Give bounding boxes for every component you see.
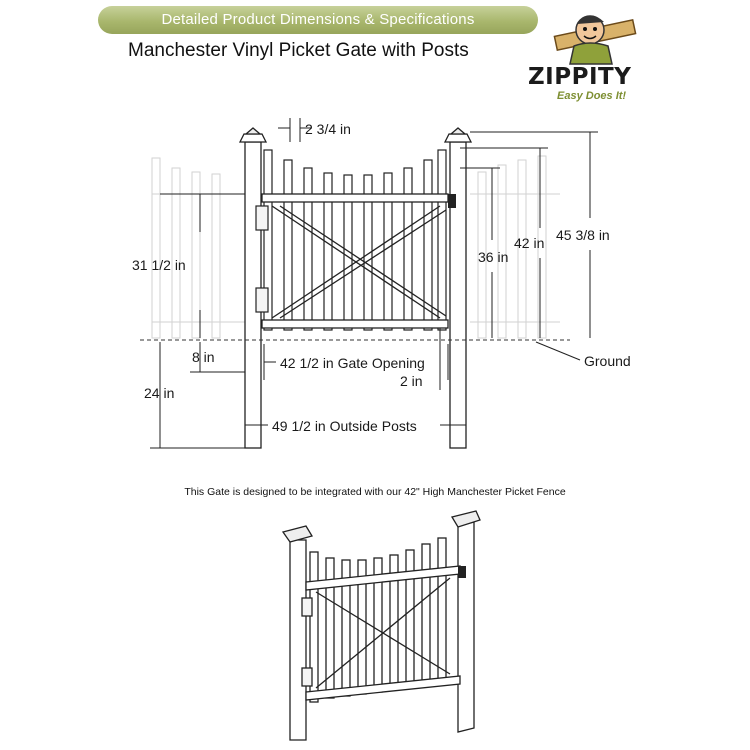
- dim-ground-clearance: 8 in: [192, 349, 215, 365]
- dim-gate-opening: 42 1/2 in Gate Opening: [280, 355, 425, 371]
- integration-caption: This Gate is designed to be integrated with our 42" High Manchester Picket Fence: [184, 486, 566, 498]
- dim-picket-spacing: 2 3/4 in: [305, 121, 351, 137]
- dim-fence-height: 31 1/2 in: [132, 257, 186, 273]
- dim-gap-bottom: 2 in: [400, 373, 423, 389]
- dim-picket-height: 42 in: [514, 235, 545, 251]
- gate-pickets: [264, 150, 446, 330]
- right-post: [445, 128, 471, 448]
- ground-label: Ground: [584, 353, 631, 369]
- dim-post-height: 45 3/8 in: [556, 227, 610, 243]
- dim-post-depth: 24 in: [144, 385, 175, 401]
- dimension-lines: [150, 118, 598, 448]
- logo-tagline: Easy Does It!: [557, 90, 627, 102]
- dim-gate-height: 36 in: [478, 249, 509, 265]
- page-title: Manchester Vinyl Picket Gate with Posts: [128, 40, 469, 61]
- gate-latch: [448, 194, 456, 208]
- left-fence-background: [152, 158, 245, 338]
- dim-outside-posts: 49 1/2 in Outside Posts: [272, 418, 417, 434]
- logo-brand: ZIPPITY: [528, 64, 632, 90]
- banner-text: Detailed Product Dimensions & Specifications: [161, 11, 475, 28]
